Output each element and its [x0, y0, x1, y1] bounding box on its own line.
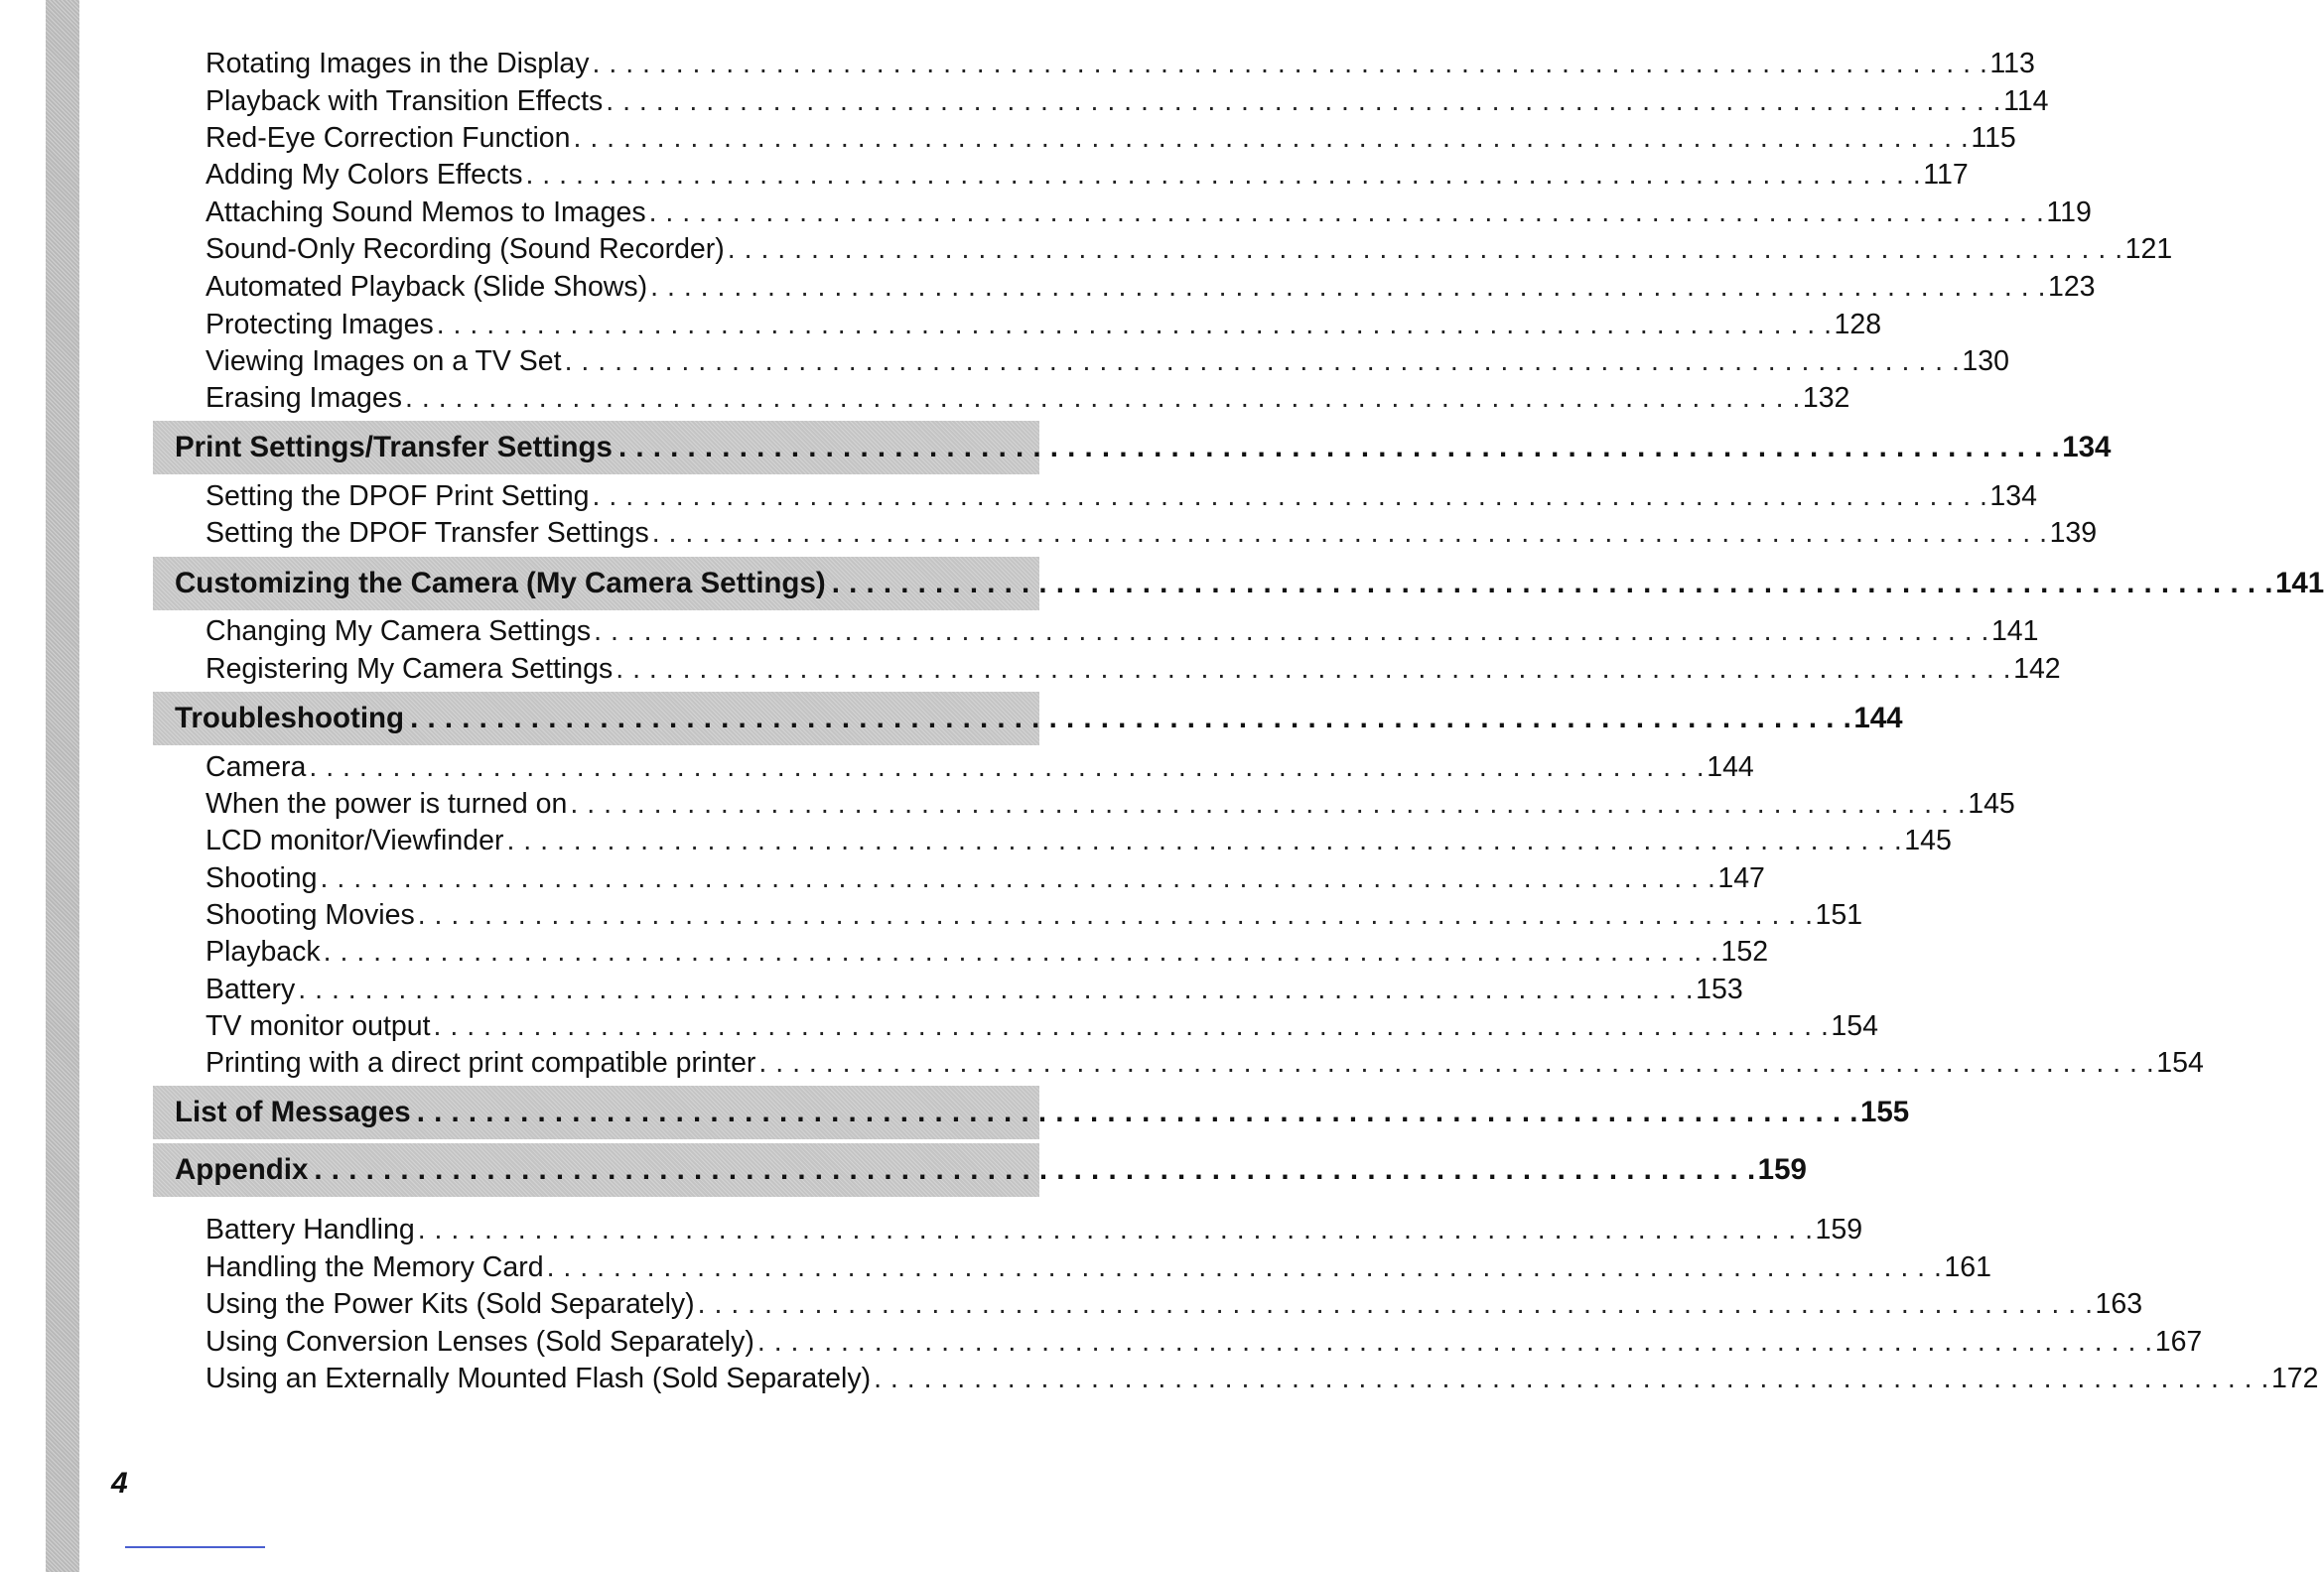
toc-entry[interactable] [205, 343, 2009, 379]
toc-entry-page: 145 [1968, 788, 2015, 820]
toc-entry-title: Viewing Images on a TV Set [205, 345, 562, 377]
toc-entry[interactable] [205, 1286, 2143, 1322]
dot-leader: . . . . . . . . . . . . . . . . . . . . . . . . . . . . . . . . . . . . . . . . . . . . . . . . . . . . . . . . . . . . . . . . . . . . . . . . . . . . . . . . . . . . [570, 788, 1967, 820]
toc-entry-page: 130 [1962, 345, 2009, 377]
toc-entry[interactable] [205, 934, 1769, 970]
toc-entry-title: LCD monitor/Viewfinder [205, 825, 504, 856]
toc-entry-page: 159 [1815, 1214, 1863, 1245]
toc-entry-page: 115 [1971, 122, 2016, 154]
toc-section-title: Troubleshooting [175, 702, 405, 734]
toc-section-page: 144 [1853, 702, 1903, 734]
toc-entry-page: 151 [1815, 899, 1863, 931]
toc-entry[interactable] [205, 46, 2035, 81]
dot-leader: . . . . . . . . . . . . . . . . . . . . . . . . . . . . . . . . . . . . . . . . . . . . . . . . . . . . . . . . . . . . . . . . . . . . . . . . . . . . . . . . . . . . [298, 974, 1695, 1005]
toc-entry[interactable] [205, 157, 1969, 193]
toc-entry[interactable] [205, 1045, 2204, 1081]
toc-entry[interactable] [205, 195, 2092, 230]
toc-entry-title: When the power is turned on [205, 788, 568, 820]
toc-entry[interactable] [205, 651, 2061, 687]
toc-entry-title: Changing My Camera Settings [205, 615, 592, 647]
dot-leader: . . . . . . . . . . . . . . . . . . . . . . . . . . . . . . . . . . . . . . . . . . . . . . . . . . . . . . . . . . . . . . . . . . . . . . . . . . . . . . . . . . . . [650, 271, 2046, 303]
toc-section-page: 155 [1859, 1096, 1910, 1128]
dot-leader: . . . . . . . . . . . . . . . . . . . . . . . . . . . . . . . . . . . . . . . . . . . . . . . . . . . . . . . . . . . . . . . . . . . . . . . . . . . . . . . . . . . . [606, 85, 2002, 117]
toc-entry-page: 172 [2270, 1363, 2319, 1394]
toc-entry-title: Battery Handling [205, 1214, 415, 1245]
toc-entry[interactable] [205, 120, 2016, 156]
toc-entry-page: 141 [1990, 615, 2039, 647]
toc-entry-page: 117 [1923, 159, 1969, 191]
dot-leader: . . . . . . . . . . . . . . . . . . . . . . . . . . . . . . . . . . . . . . . . . . . . . . . . . . . . . . . . . . . . . . . . . . . . . . . . . . . . . . . . . . . . [314, 1153, 1756, 1186]
dot-leader: . . . . . . . . . . . . . . . . . . . . . . . . . . . . . . . . . . . . . . . . . . . . . . . . . . . . . . . . . . . . . . . . . . . . . . . . . . . . . . . . . . . . [410, 702, 1852, 734]
toc-entry-title: Sound-Only Recording (Sound Recorder) [205, 233, 725, 265]
dot-leader: . . . . . . . . . . . . . . . . . . . . . . . . . . . . . . . . . . . . . . . . . . . . . . . . . . . . . . . . . . . . . . . . . . . . . . . . . . . . . . . . . . . . [323, 936, 1719, 968]
toc-entry-page: 144 [1707, 751, 1754, 783]
toc-entry[interactable] [205, 897, 1863, 933]
toc-section-page: 134 [2062, 431, 2112, 463]
dot-leader: . . . . . . . . . . . . . . . . . . . . . . . . . . . . . . . . . . . . . . . . . . . . . . . . . . . . . . . . . . . . . . . . . . . . . . . . . . . . . . . . . . . . [564, 345, 1961, 377]
toc-entry[interactable] [205, 1008, 1878, 1044]
toc-entry-title: TV monitor output [205, 1010, 431, 1042]
toc-entry-title: Handling the Memory Card [205, 1251, 544, 1283]
dot-leader: . . . . . . . . . . . . . . . . . . . . . . . . . . . . . . . . . . . . . . . . . . . . . . . . . . . . . . . . . . . . . . . . . . . . . . . . . . . . . . . . . . . . [697, 1288, 2094, 1320]
dot-leader: . . . . . . . . . . . . . . . . . . . . . . . . . . . . . . . . . . . . . . . . . . . . . . . . . . . . . . . . . . . . . . . . . . . . . . . . . . . . . . . . . . . . [506, 825, 1903, 856]
toc-entry-page: 167 [2154, 1326, 2203, 1358]
toc-entry-title: Setting the DPOF Transfer Settings [205, 517, 649, 549]
toc-entry[interactable] [205, 786, 2015, 822]
dot-leader: . . . . . . . . . . . . . . . . . . . . . . . . . . . . . . . . . . . . . . . . . . . . . . . . . . . . . . . . . . . . . . . . . . . . . . . . . . . . . . . . . . . . [651, 517, 2048, 549]
toc-section-title: List of Messages [175, 1096, 411, 1128]
toc-entry-title: Camera [205, 751, 307, 783]
toc-entry-title: Attaching Sound Memos to Images [205, 196, 646, 228]
dot-leader: . . . . . . . . . . . . . . . . . . . . . . . . . . . . . . . . . . . . . . . . . . . . . . . . . . . . . . . . . . . . . . . . . . . . . . . . . . . . . . . . . . . . [758, 1047, 2155, 1079]
dot-leader: . . . . . . . . . . . . . . . . . . . . . . . . . . . . . . . . . . . . . . . . . . . . . . . . . . . . . . . . . . . . . . . . . . . . . . . . . . . . . . . . . . . . [546, 1251, 1943, 1283]
toc-entry-page: 152 [1720, 936, 1769, 968]
toc-section-title: Appendix [175, 1153, 309, 1186]
toc-entry-title: Registering My Camera Settings [205, 653, 614, 685]
toc-entry-page: 145 [1904, 825, 1952, 856]
toc-entry[interactable] [205, 860, 1765, 896]
toc-entry[interactable] [205, 613, 2039, 649]
dot-leader: . . . . . . . . . . . . . . . . . . . . . . . . . . . . . . . . . . . . . . . . . . . . . . . . . . . . . . . . . . . . . . . . . . . . . . . . . . . . . . . . . . . . [615, 653, 2012, 685]
dot-leader: . . . . . . . . . . . . . . . . . . . . . . . . . . . . . . . . . . . . . . . . . . . . . . . . . . . . . . . . . . . . . . . . . . . . . . . . . . . . . . . . . . . . [417, 1214, 1814, 1245]
toc-entry-title: Protecting Images [205, 309, 434, 340]
toc-entry-page: 147 [1717, 862, 1765, 894]
toc-entry-title: Printing with a direct print compatible printer [205, 1047, 756, 1079]
dot-leader: . . . . . . . . . . . . . . . . . . . . . . . . . . . . . . . . . . . . . . . . . . . . . . . . . . . . . . . . . . . . . . . . . . . . . . . . . . . . . . . . . . . . [525, 159, 1922, 191]
toc-entry-title: Shooting [205, 862, 318, 894]
toc-entry-title: Playback [205, 936, 321, 968]
toc-entry-title: Playback with Transition Effects [205, 85, 604, 117]
dot-leader: . . . . . . . . . . . . . . . . . . . . . . . . . . . . . . . . . . . . . . . . . . . . . . . . . . . . . . . . . . . . . . . . . . . . . . . . . . . . . . . . . . . . [617, 431, 2061, 463]
dot-leader: . . . . . . . . . . . . . . . . . . . . . . . . . . . . . . . . . . . . . . . . . . . . . . . . . . . . . . . . . . . . . . . . . . . . . . . . . . . . . . . . . . . . [573, 122, 1970, 154]
toc-entry-title: Rotating Images in the Display [205, 48, 590, 79]
dot-leader: . . . . . . . . . . . . . . . . . . . . . . . . . . . . . . . . . . . . . . . . . . . . . . . . . . . . . . . . . . . . . . . . . . . . . . . . . . . . . . . . . . . . [592, 48, 1988, 79]
toc-entry[interactable] [205, 307, 1882, 342]
toc-entry-title: Erasing Images [205, 382, 403, 414]
toc-section-title: Customizing the Camera (My Camera Settings) [175, 567, 826, 599]
toc-entry[interactable] [205, 1324, 2203, 1360]
toc-entry[interactable] [205, 1212, 1863, 1247]
toc-entry-page: 128 [1834, 309, 1882, 340]
toc-entry-page: 113 [1989, 48, 2035, 79]
toc-section-header[interactable] [153, 692, 1903, 745]
dot-leader: . . . . . . . . . . . . . . . . . . . . . . . . . . . . . . . . . . . . . . . . . . . . . . . . . . . . . . . . . . . . . . . . . . . . . . . . . . . . . . . . . . . . [416, 1096, 1858, 1128]
toc-entry-page: 161 [1944, 1251, 1991, 1283]
toc-entry-title: Red-Eye Correction Function [205, 122, 571, 154]
toc-entry-title: Automated Playback (Slide Shows) [205, 271, 648, 303]
toc-section-page: 141 [2274, 567, 2324, 599]
toc-entry-title: Adding My Colors Effects [205, 159, 523, 191]
dot-leader: . . . . . . . . . . . . . . . . . . . . . . . . . . . . . . . . . . . . . . . . . . . . . . . . . . . . . . . . . . . . . . . . . . . . . . . . . . . . . . . . . . . . [320, 862, 1716, 894]
toc-entry-page: 163 [2095, 1288, 2143, 1320]
toc-entry-page: 142 [2013, 653, 2061, 685]
toc-entry-page: 153 [1696, 974, 1743, 1005]
toc-entry[interactable] [205, 269, 2096, 305]
toc-entry-title: Using an Externally Mounted Flash (Sold Separately) [205, 1363, 872, 1394]
toc-section-header[interactable] [153, 421, 2112, 474]
dot-leader: . . . . . . . . . . . . . . . . . . . . . . . . . . . . . . . . . . . . . . . . . . . . . . . . . . . . . . . . . . . . . . . . . . . . . . . . . . . . . . . . . . . . [594, 615, 1989, 647]
toc-section-page: 159 [1757, 1153, 1807, 1186]
toc-entry[interactable] [205, 478, 2037, 514]
toc-entry[interactable] [205, 83, 2049, 119]
toc-entry-page: 139 [2049, 517, 2098, 549]
toc-entry-title: Setting the DPOF Print Setting [205, 480, 590, 512]
toc-entry[interactable] [205, 231, 2173, 267]
toc-section-header[interactable] [153, 1086, 1910, 1139]
toc-entry[interactable] [205, 380, 1850, 416]
toc-section-title: Print Settings/Transfer Settings [175, 431, 613, 463]
toc-entry[interactable] [205, 972, 1743, 1007]
toc-entry-title: Battery [205, 974, 296, 1005]
dot-leader: . . . . . . . . . . . . . . . . . . . . . . . . . . . . . . . . . . . . . . . . . . . . . . . . . . . . . . . . . . . . . . . . . . . . . . . . . . . . . . . . . . . . [727, 233, 2123, 265]
toc-entry-page: 154 [2156, 1047, 2204, 1079]
dot-leader: . . . . . . . . . . . . . . . . . . . . . . . . . . . . . . . . . . . . . . . . . . . . . . . . . . . . . . . . . . . . . . . . . . . . . . . . . . . . . . . . . . . . [756, 1326, 2153, 1358]
dot-leader: . . . . . . . . . . . . . . . . . . . . . . . . . . . . . . . . . . . . . . . . . . . . . . . . . . . . . . . . . . . . . . . . . . . . . . . . . . . . . . . . . . . . [592, 480, 1988, 512]
toc-entry-page: 134 [1989, 480, 2037, 512]
dot-leader: . . . . . . . . . . . . . . . . . . . . . . . . . . . . . . . . . . . . . . . . . . . . . . . . . . . . . . . . . . . . . . . . . . . . . . . . . . . . . . . . . . . . [874, 1363, 2269, 1394]
toc-entry-page: 114 [2003, 85, 2049, 117]
dot-leader: . . . . . . . . . . . . . . . . . . . . . . . . . . . . . . . . . . . . . . . . . . . . . . . . . . . . . . . . . . . . . . . . . . . . . . . . . . . . . . . . . . . . [309, 751, 1706, 783]
toc-entry-page: 132 [1802, 382, 1850, 414]
toc-entry[interactable] [205, 1249, 1991, 1285]
toc-section-header[interactable] [153, 557, 2324, 610]
dot-leader: . . . . . . . . . . . . . . . . . . . . . . . . . . . . . . . . . . . . . . . . . . . . . . . . . . . . . . . . . . . . . . . . . . . . . . . . . . . . . . . . . . . . [417, 899, 1814, 931]
toc-entry[interactable] [205, 823, 1952, 858]
toc-entry-page: 154 [1831, 1010, 1878, 1042]
toc-entry-title: Using Conversion Lenses (Sold Separately) [205, 1326, 754, 1358]
toc-entry[interactable] [205, 749, 1754, 785]
dot-leader: . . . . . . . . . . . . . . . . . . . . . . . . . . . . . . . . . . . . . . . . . . . . . . . . . . . . . . . . . . . . . . . . . . . . . . . . . . . . . . . . . . . . [831, 567, 2273, 599]
toc-entry[interactable] [205, 1361, 2319, 1396]
toc-entry-title: Using the Power Kits (Sold Separately) [205, 1288, 695, 1320]
page-number: 4 [111, 1467, 128, 1500]
dot-leader: . . . . . . . . . . . . . . . . . . . . . . . . . . . . . . . . . . . . . . . . . . . . . . . . . . . . . . . . . . . . . . . . . . . . . . . . . . . . . . . . . . . . [405, 382, 1801, 414]
toc-entry[interactable] [205, 515, 2098, 551]
toc-section-header[interactable] [153, 1143, 1807, 1197]
toc-entry-page: 119 [2046, 196, 2092, 228]
toc-entry-page: 121 [2124, 233, 2173, 265]
dot-leader: . . . . . . . . . . . . . . . . . . . . . . . . . . . . . . . . . . . . . . . . . . . . . . . . . . . . . . . . . . . . . . . . . . . . . . . . . . . . . . . . . . . . [648, 196, 2045, 228]
toc-entry-page: 123 [2047, 271, 2096, 303]
toc-entry-title: Shooting Movies [205, 899, 415, 931]
dot-leader: . . . . . . . . . . . . . . . . . . . . . . . . . . . . . . . . . . . . . . . . . . . . . . . . . . . . . . . . . . . . . . . . . . . . . . . . . . . . . . . . . . . . [433, 1010, 1830, 1042]
bottom-rule [125, 1546, 265, 1548]
dot-leader: . . . . . . . . . . . . . . . . . . . . . . . . . . . . . . . . . . . . . . . . . . . . . . . . . . . . . . . . . . . . . . . . . . . . . . . . . . . . . . . . . . . . [436, 309, 1833, 340]
